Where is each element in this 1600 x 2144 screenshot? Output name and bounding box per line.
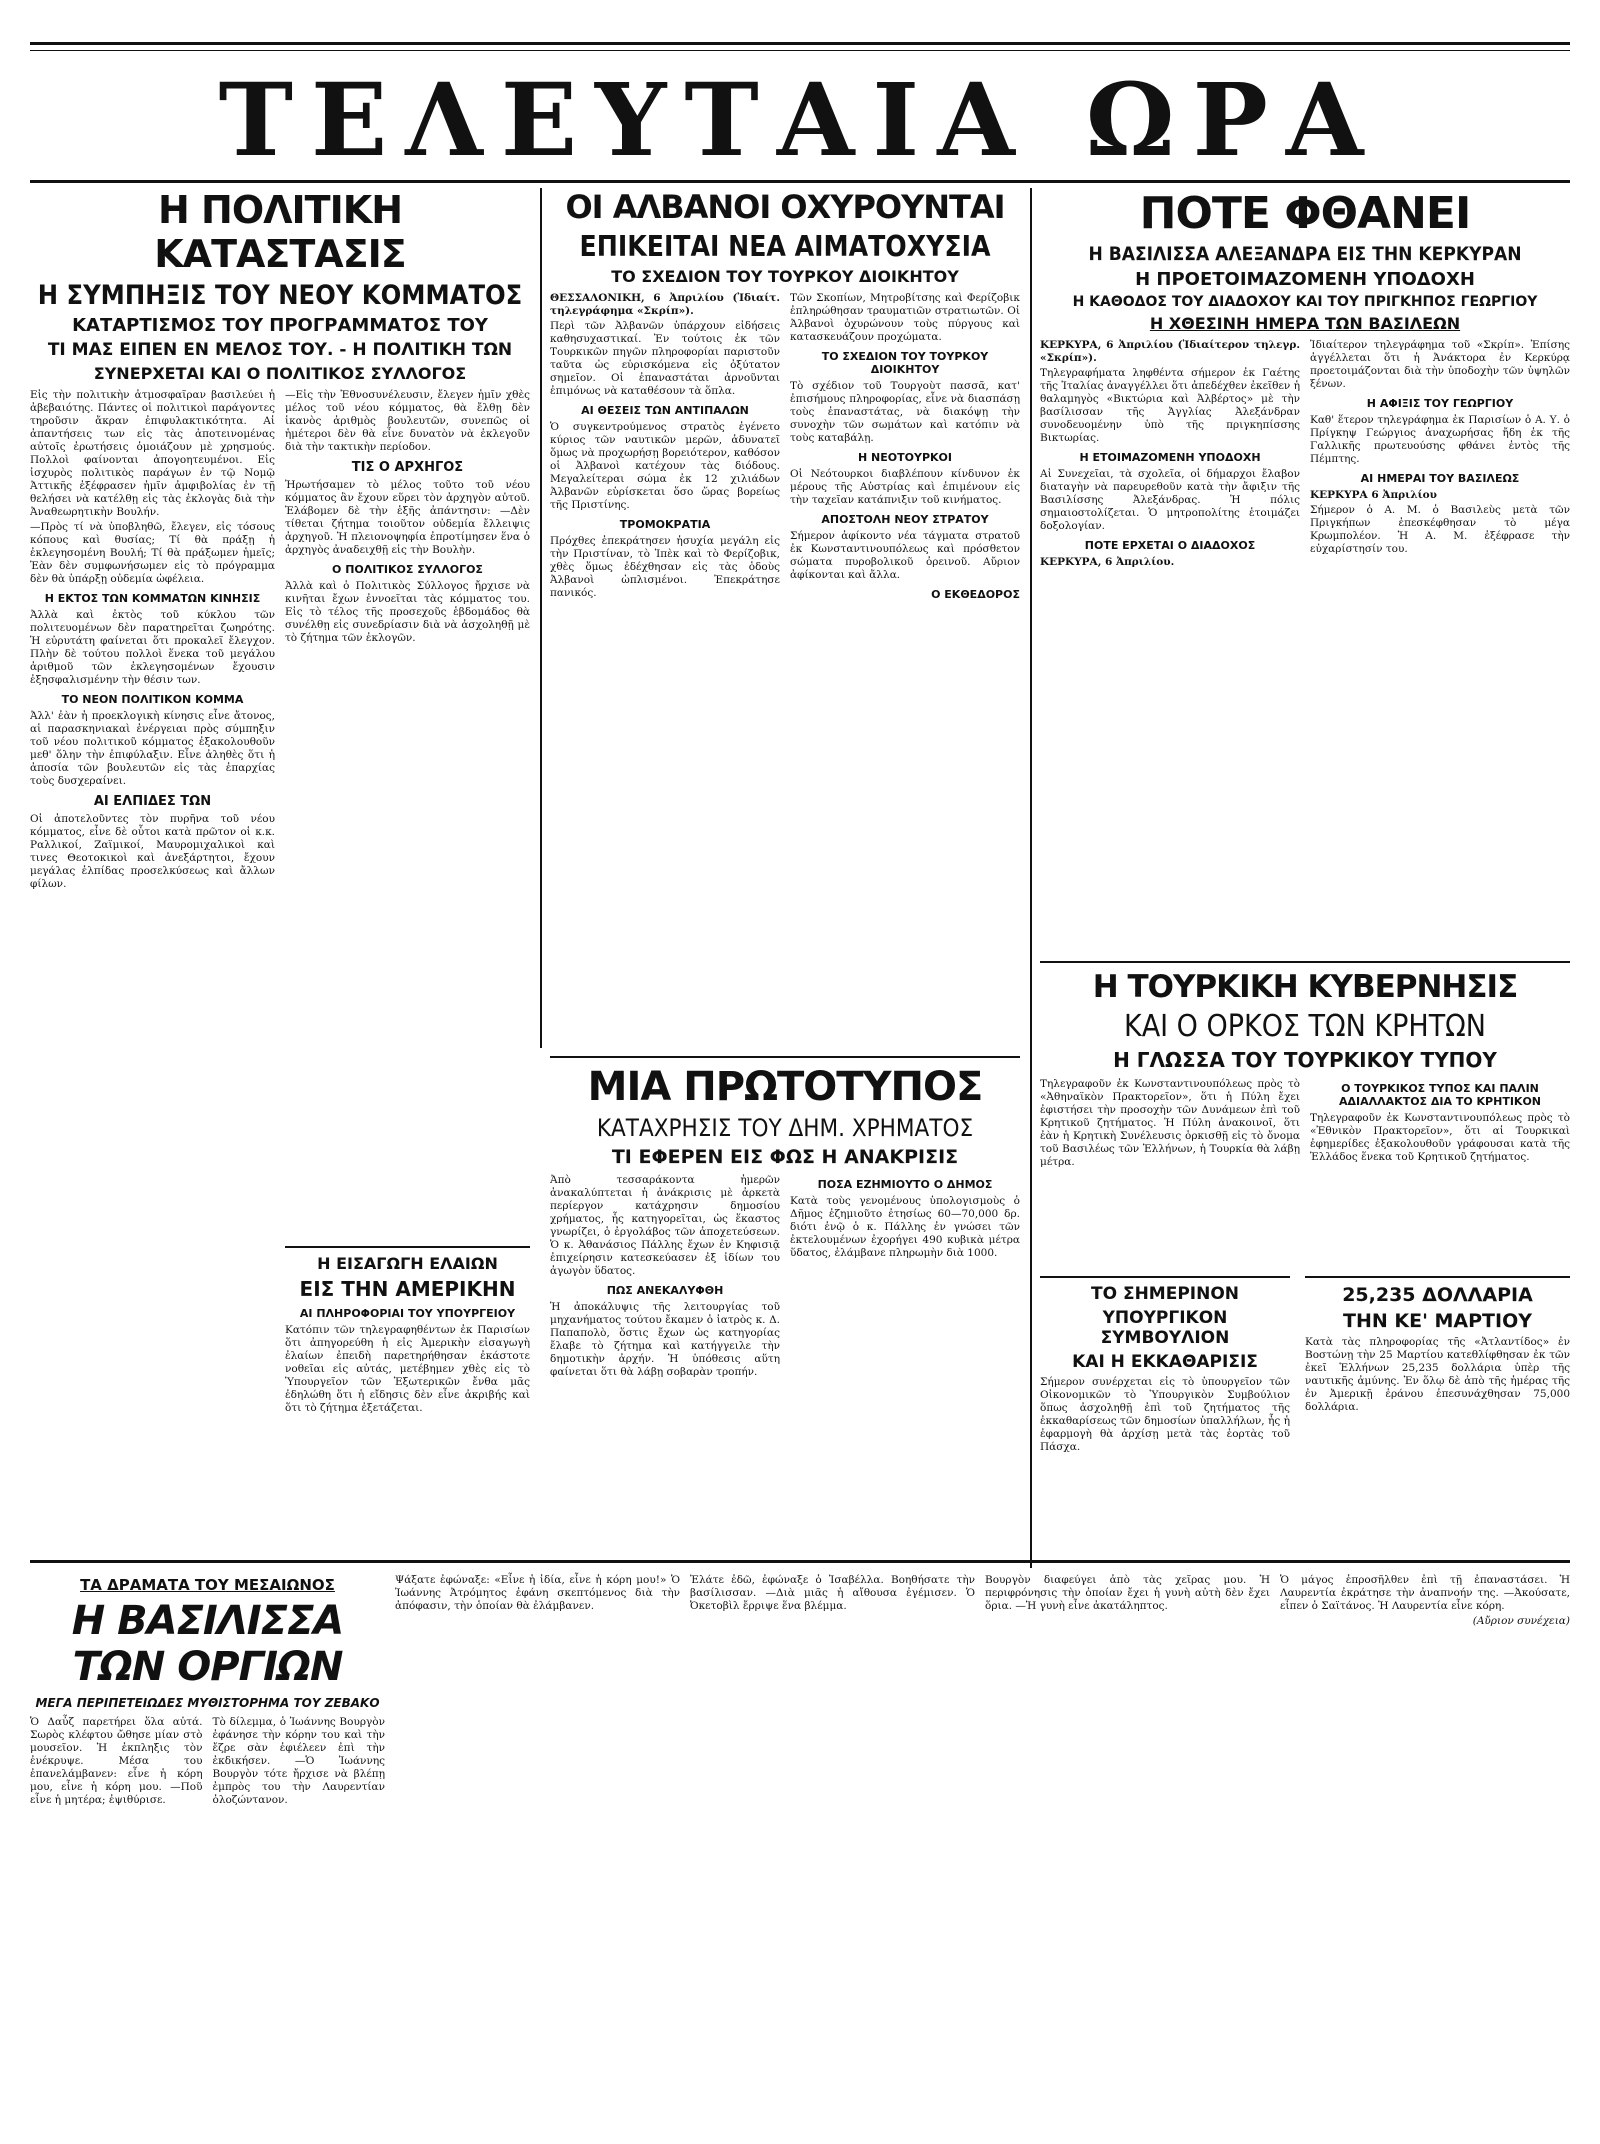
queen-alexandra-body-right — [1310, 337, 1570, 571]
queen-alexandra-paragraph: Αἱ Συνεχεῖαι, τὰ σχολεῖα, οἱ δήμαρχοι ἔλαβον διαταγὴν νὰ παρευρεθοῦν κατὰ τὴν ἄφιξιν τῆς Βασιλίσσης Ἀλεξάνδρας. Ἡ πόλις σημαιοστολίζεται. Ὁ μητροπολίτης ἑτοιμάζει δοξολογίαν. — [1040, 468, 1300, 532]
albanians-paragraph: Περὶ τῶν Ἀλβανῶν ὑπάρχουν εἰδήσεις καθησυχαστικαί. Ἐν τούτοις ἐκ τῶν Τουρκικῶν πηγῶν πληροφορίαι παριστοῦν ταῦτα ὡς εὑρισκόμενα εἰς ὀξύτατον σημεῖον. Οἱ ἐπαναστάται ἀρνοῦνται ἐπιμόνως νὰ καταθέσουν τὰ ὅπλα. — [550, 320, 780, 397]
top-rule-thin — [30, 50, 1570, 51]
turkish-body-left — [1040, 1076, 1300, 1171]
embezzlement-subhead: ΚΑΤΑΧΡΗΣΙΣ ΤΟΥ ΔΗΜ. ΧΡΗΜΑΤΟΣ — [596, 1114, 974, 1142]
albanians-deck: ΤΟ ΣΧΕΔΙΟΝ ΤΟΥ ΤΟΥΡΚΟΥ ΔΙΟΙΚΗΤΟΥ — [611, 267, 959, 286]
embezzlement-body-left — [550, 1172, 780, 1381]
turkish-government-article — [1040, 955, 1570, 1171]
albanians-body-left — [550, 290, 780, 605]
politics-subheading: Η ΕΚΤΟΣ ΤΩΝ ΚΟΜΜΑΤΩΝ ΚΙΝΗΣΙΣ — [44, 592, 261, 605]
olive-oil-headline-2: ΕΙΣ ΤΗΝ ΑΜΕΡΙΚΗΝ — [299, 1277, 516, 1301]
serial-continuation: (Αὔριον συνέχεια) — [1472, 1615, 1570, 1627]
cabinet-separator — [1040, 1276, 1290, 1278]
politics-subheading: ΑΙ ΕΛΠΙΔΕΣ ΤΩΝ — [93, 794, 212, 809]
turkish-paragraph: Τηλεγραφοῦν ἐκ Κωνσταντινουπόλεως πρὸς τὸ «Ἐθνικὸν Πρακτορεῖον», ὅτι αἱ Τουρκικαὶ ἐφημερίδες ἐξακολουθοῦν γράφουσαι κατὰ τῆς Ἑλλάδος ἕνεκα τοῦ Κρητικοῦ ζητήματος. — [1310, 1112, 1570, 1163]
serial-deck: ΜΕΓΑ ΠΕΡΙΠΕΤΕΙΩΔΕΣ ΜΥΘΙΣΤΟΡΗΜΑ ΤΟΥ ΖΕΒΑΚΟ — [35, 1696, 380, 1710]
serial-paragraph: Βουργὸν διαφεύγει ἀπὸ τὰς χεῖρας μου. Ἡ περιφρόνησις τὴν ὁποίαν ἔχει ἡ γυνὴ αὐτὴ δὲν ἔχει ὅρια. —Ἡ γυνὴ εἶνε ἀκατάληπτος. — [985, 1574, 1270, 1612]
albanians-paragraph: Τῶν Σκοπίων, Μητροβίτσης καὶ Φερίζοβικ ἐπληρώθησαν τραυματιῶν στρατιωτῶν. Οἱ Ἀλβανοὶ ὀχυρώνουν τοὺς πύργους καὶ κατασκευάζουν προχώματα. — [790, 292, 1020, 343]
politics-subhead: Η ΣΥΜΠΗΞΙΣ ΤΟΥ ΝΕΟΥ ΚΟΜΜΑΤΟΣ — [37, 280, 523, 311]
politics-subheading: Ο ΠΟΛΙΤΙΚΟΣ ΣΥΛΛΟΓΟΣ — [332, 563, 483, 576]
cabinet-headline-3: ΚΑΙ Η ΕΚΚΑΘΑΡΙΣΙΣ — [1072, 1352, 1258, 1372]
politics-paragraph: Ἀλλὰ καὶ ἐκτὸς τοῦ κύκλου τῶν πολιτευομένων δὲν παρατηρεῖται ζωηρότης. Ἡ εὐρυτάτη φαίνεται ὅτι προκαλεῖ ἔλεγχον. Πλὴν δὲ τούτου πολλοὶ ἕνεκα τοῦ μεγάλου ἀριθμοῦ τῶν ἐκλεγησομένων ἔχουσιν ἐξησφαλισμένην τὴν θέσιν των. — [30, 609, 275, 686]
dollars-separator — [1305, 1276, 1570, 1278]
queen-alexandra-subheading: ΑΙ ΗΜΕΡΑΙ ΤΟΥ ΒΑΣΙΛΕΩΣ — [1360, 472, 1520, 485]
newspaper-page — [30, 20, 1570, 2120]
albanians-headline: ΟΙ ΑΛΒΑΝΟΙ ΟΧΥΡΟΥΝΤΑΙ — [565, 188, 1005, 226]
albanians-body-right — [790, 290, 1020, 605]
serial-body-start — [30, 1714, 385, 1809]
serial-paragraph: Ἐλάτε ἐδῶ, ἐφώναξε ὁ Ἰσαβέλλα. Βοηθήσατε τὴν βασίλισσαν. —Διὰ μιᾶς ἡ αἴθουσα ἐγέμισεν. Ὁ Ὀκετοβὶλ ἔρριψε ἕνα βλέμμα. — [690, 1574, 975, 1612]
serial-title-1: Η ΒΑΣΙΛΙΣΣΑ — [71, 1598, 344, 1644]
serial-column-4 — [690, 1572, 975, 1615]
albanians-dateline: ΘΕΣΣΑΛΟΝΙΚΗ, 6 Ἀπριλίου (Ἰδιαίτ. τηλεγράφημα «Σκρίπ»). — [550, 292, 780, 317]
politics-subheading: ΤΙΣ Ο ΑΡΧΗΓΟΣ — [351, 460, 464, 475]
queen-alexandra-body-left — [1040, 337, 1300, 571]
serial-paragraph: Ὁ μάγος ἐπροσῆλθεν ἐπὶ τῇ ἐπαναστάσει. Ἡ Λαυρεντία ἐκράτησε τὴν ἀναπνοήν της. —Ἀκούσατε, εἶπεν ὁ Σαϊτάνος. Ἡ Λαυρεντία εἶνε κόρη. — [1280, 1574, 1570, 1612]
olive-oil-article — [285, 1240, 530, 1417]
albanians-subheading: ΤΟ ΣΧΕΔΙΟΝ ΤΟΥ ΤΟΥΡΚΟΥ ΔΙΟΙΚΗΤΟΥ — [821, 350, 989, 376]
politics-paragraph: Εἰς τὴν πολιτικὴν ἀτμοσφαῖραν βασιλεύει ἡ ἀβεβαιότης. Πάντες οἱ πολιτικοὶ παράγοντες τηροῦσιν ἄκραν ἐπιφυλακτικότητα. Αἱ ἀπαντήσεις των εἰς τὰς ἀποτεινομένας αὐτοῖς ἐρωτήσεις ὁμοιάζουν μὲ χρησμούς. Πολλοὶ φαίνονται ἀπογοητευμένοι. Εἰς ἰσχυρὸς πολιτικὸς παράγων ἐν τῷ Νομῷ Ἀττικῆς ἐξέφρασεν ἡμῖν ἀμφιβολίας ἐν τῇ θελήσει νὰ κατέλθῃ εἰς τὰς ἐκλογὰς διὰ τὴν Ἀναθεωρητικὴν Βουλήν. — [30, 389, 275, 518]
albanians-signature: Ο ΕΚΘΕΔΟΡΟΣ — [931, 588, 1020, 601]
queen-alexandra-deck-3: Η ΧΘΕΣΙΝΗ ΗΜΕΡΑ ΤΩΝ ΒΑΣΙΛΕΩΝ — [1149, 314, 1461, 333]
queen-alexandra-paragraph: Σήμερον ὁ Α. Μ. ὁ Βασιλεὺς μετὰ τῶν Πριγκήπων ἐπεσκέφθησαν τὸ μέγα Κρωμπολέον. Ἡ Α. Μ. ἐξέφρασε τὴν εὐχαρίστησίν του. — [1310, 504, 1570, 555]
embezzlement-paragraph: Κατὰ τοὺς γενομένους ὑπολογισμοὺς ὁ Δῆμος ἐζημιοῦτο ἐτησίως 60—70,000 δρ. διότι ἐνῷ ὁ κ. Πάλλης ἐν γνώσει τῶν ἐκτελουμένων ἐχορήγει 490 κυβικὰ μέτρα ὕδατος, ἐλάμβανε πληρωμὴν διὰ 1000. — [790, 1195, 1020, 1259]
albanians-paragraph: Οἱ Νεότουρκοι διαβλέπουν κίνδυνον ἐκ μέρους τῆς Αὐστρίας καὶ ἐπιμένουν εἰς τὴν ταχεῖαν κατάπνιξιν τοῦ κινήματος. — [790, 468, 1020, 506]
politics-article — [30, 188, 530, 893]
olive-oil-headline-1: Η ΕΙΣΑΓΩΓΗ ΕΛΑΙΩΝ — [317, 1254, 498, 1273]
turkish-body-right — [1310, 1076, 1570, 1171]
serial-title-block — [30, 1572, 385, 1809]
embezzlement-body — [550, 1172, 1020, 1381]
serial-title-2: ΤΩΝ ΟΡΓΙΩΝ — [72, 1644, 343, 1690]
serial-column-6 — [1280, 1572, 1570, 1630]
olive-oil-deck: ΑΙ ΠΛΗΡΟΦΟΡΙΑΙ ΤΟΥ ΥΠΟΥΡΓΕΙΟΥ — [299, 1307, 516, 1320]
queen-alexandra-subheading: Η ΕΤΟΙΜΑΖΟΜΕΝΗ ΥΠΟΔΟΧΗ — [1079, 451, 1261, 464]
politics-subheading: ΤΟ ΝΕΟΝ ΠΟΛΙΤΙΚΟΝ ΚΟΜΜΑ — [61, 693, 244, 706]
politics-paragraph: Ἀλλ' ἐὰν ἡ προεκλογικὴ κίνησις εἶνε ἄτονος, αἱ παρασκηνιακαὶ ἐνέργειαι πρὸς σύμπηξιν τοῦ νέου πολιτικοῦ κόμματος ἐξακολουθοῦν μεθ' ὅλην τὴν ἐπιφύλαξιν. Εἶνε ἀληθὲς ὅτι ἡ ἀποσία τῶν βουλευτῶν εἰς τὰς ἐπαρχίας τοὺς δυσχεραίνει. — [30, 710, 275, 787]
embezzlement-subheading: ΠΩΣ ΑΝΕΚΑΛΥΦΘΗ — [606, 1284, 724, 1297]
albanians-paragraph: Πρόχθες ἐπεκράτησεν ἡσυχία μεγάλη εἰς τὴν Πριστίναν, τὸ Ἰπὲκ καὶ τὸ Φερίζοβικ, χθὲς ὅμως ἐδέχθησαν εἰς τὰς ὁδοὺς Ἀλβανοὶ ὡπλισμένοι. Ἐπεκράτησε πανικός. — [550, 535, 780, 599]
queen-alexandra-subheading: ΠΟΤΕ ΕΡΧΕΤΑΙ Ο ΔΙΑΔΟΧΟΣ — [1084, 539, 1256, 552]
politics-paragraph: Ἠρωτήσαμεν τὸ μέλος τοῦτο τοῦ νέου κόμματος ἂν ἔχουν εὕρει τὸν ἀρχηγὸν αὐτοῦ. Ἐλάβομεν δὲ τὴν ἑξῆς ἀπάντησιν: —Δὲν τίθεται ζήτημα τοιοῦτον οὐδεμία ἔλλειψις ἀρχηγοῦ. Ἡ πλειονοψηφία ἐπροτίμησεν ἕνα ὁ ἀρχηγὸς ἀναδειχθῇ εἰς τὴν Βουλὴν. — [285, 479, 530, 556]
turkish-headline: Η ΤΟΥΡΚΙΚΗ ΚΥΒΕΡΝΗΣΙΣ — [1092, 969, 1518, 1005]
dollars-text: Κατὰ τὰς πληροφορίας τῆς «Ἀτλαντίδος» ἐν Βοστώνῃ τὴν 25 Μαρτίου κατεθλίφθησαν ἐκ τῶν ἐκεῖ Ἑλλήνων 25,235 δολλάρια ὑπὲρ τῆς ναυτικῆς ἀμύνης. Ἐν ὅλῳ δὲ ἀπὸ τῆς ἡμέρας τῆς ἐν Ἀμερικῇ ἐράνου ἐπεσυνάχθησαν 75,000 δολλάρια. — [1305, 1336, 1570, 1413]
dollars-article — [1305, 1270, 1570, 1416]
embezzlement-paragraph: Ἀπὸ τεσσαράκοντα ἡμερῶν ἀνακαλύπτεται ἡ ἀνάκρισις μὲ ἀρκετὰ περίεργον κατάχρησιν δημοσίου χρήματος, ἧς κατηγορεῖται, ὡς ἕκαστος γνωρίζει, ὁ ἐργολάβος τῶν ἀποχετεύσεων. Ὁ κ. Ἀθανάσιος Πάλλης ἔχων ἐν Κηφισιᾷ ἐπιχείρησιν κατεσκεύασεν ἐξ ἰδίων του ἀγωγὸν ὕδατος. — [550, 1174, 780, 1277]
queen-alexandra-dateline: ΚΕΡΚΥΡΑ 6 Ἀπριλίου — [1310, 489, 1437, 501]
queen-alexandra-article — [1040, 188, 1570, 571]
turkish-deck: Η ΓΛΩΣΣΑ ΤΟΥ ΤΟΥΡΚΙΚΟΥ ΤΥΠΟΥ — [1113, 1048, 1497, 1072]
albanians-paragraph: Σήμερον ἀφίκοντο νέα τάγματα στρατοῦ ἐκ Κωνσταντινουπόλεως καὶ πρόσθετον σώματα πυροβολικοῦ ὀρεινοῦ. Αὔριον ἀφίκονται καὶ ἄλλα. — [790, 530, 1020, 581]
politics-deck-3: ΣΥΝΕΡΧΕΤΑΙ ΚΑΙ Ο ΠΟΛΙΤΙΚΟΣ ΣΥΛΛΟΓΟΣ — [93, 364, 467, 383]
turkish-subheading: Ο ΤΟΥΡΚΙΚΟΣ ΤΥΠΟΣ ΚΑΙ ΠΑΛΙΝ ΑΔΙΑΛΛΑΚΤΟΣ ΔΙΑ ΤΟ ΚΡΗΤΙΚΟΝ — [1339, 1082, 1541, 1108]
albanians-body — [550, 290, 1020, 605]
top-rule — [30, 42, 1570, 45]
serial-paragraph: Τὸ δίλεμμα, ὁ Ἰωάννης Βουργὸν ἐφάνησε τὴν κόρην του καὶ τὴν ἔζρε σὰν ἐφιέλεεν ἐπὶ τὴν ἐκδικήσεν. —Ὁ Ἰωάννης Βουργὸν τότε ἤρχισε νὰ βλέπῃ ἐμπρὸς του τὴν Λαυρεντίαν ὁλοζώντανον. — [212, 1716, 385, 1806]
masthead-bottom-rule — [30, 180, 1570, 183]
albanians-article — [550, 188, 1020, 605]
dollars-headline-1: 25,235 ΔΟΛΛΑΡΙΑ — [1342, 1284, 1533, 1306]
masthead-title: ΤΕΛΕΥΤΑΙΑ ΩΡΑ — [218, 61, 1382, 179]
serial-top-rule — [30, 1560, 1570, 1563]
albanians-subheading: ΤΡΟΜΟΚΡΑΤΙΑ — [619, 518, 711, 531]
politics-body-left — [30, 387, 275, 893]
albanians-subhead: ΕΠΙΚΕΙΤΑΙ ΝΕΑ ΑΙΜΑΤΟΧΥΣΙΑ — [579, 230, 991, 263]
column-divider-1 — [540, 188, 542, 1048]
embezzlement-deck: ΤΙ ΕΦΕΡΕΝ ΕΙΣ ΦΩΣ Η ΑΝΑΚΡΙΣΙΣ — [611, 1146, 959, 1168]
serial-column-5 — [985, 1572, 1270, 1615]
queen-alexandra-paragraph: Τηλεγραφήματα ληφθέντα σήμερον ἐκ Γαέτης τῆς Ἰταλίας ἀναγγέλλει ὅτι ἀπεδέχθεν ἐκεῖθεν ἡ θαλαμηγὸς «Βικτώρια καὶ Ἀλβέρτος» μὲ τὴν βασίλισσαν τῆς Ἀγγλίας Ἀλεξάνδραν συνοδευομένην ὑπὸ τῆς πριγκηπίσσης Βικτωρίας. — [1040, 367, 1300, 444]
queen-alexandra-subheading: Η ΑΦΙΞΙΣ ΤΟΥ ΓΕΩΡΓΙΟΥ — [1366, 397, 1514, 410]
albanians-subheading: ΑΠΟΣΤΟΛΗ ΝΕΟΥ ΣΤΡΑΤΟΥ — [821, 513, 989, 526]
olive-oil-separator — [285, 1246, 530, 1248]
column-divider-2 — [1030, 188, 1032, 1568]
albanians-subheading: Η ΝΕΟΤΟΥΡΚΟΙ — [858, 451, 952, 464]
queen-alexandra-deck-2: Η ΚΑΘΟΔΟΣ ΤΟΥ ΔΙΑΔΟΧΟΥ ΚΑΙ ΤΟΥ ΠΡΙΓΚΗΠΟΣ ΓΕΩΡΓΙΟΥ — [1072, 294, 1538, 310]
queen-alexandra-body — [1040, 337, 1570, 571]
cabinet-headline-2: ΥΠΟΥΡΓΙΚΟΝ ΣΥΜΒΟΥΛΙΟΝ — [1100, 1308, 1230, 1348]
queen-alexandra-paragraph: Καθ' ἕτερον τηλεγράφημα ἐκ Παρισίων ὁ Α. Υ. ὁ Πρίγκηψ Γεώργιος ἀναχωρήσας ἤδη ἐκ τῆς Γαλλικῆς πρωτευούσης φθάνει ἐντὸς τῆς Πέμπτης. — [1310, 414, 1570, 465]
olive-oil-text: Κατόπιν τῶν τηλεγραφηθέντων ἐκ Παρισίων ὅτι ἀπηγορεύθη ἡ εἰς Ἀμερικὴν εἰσαγωγὴ ἐλαίων ἐπειδὴ παρετηρήθησαν ἐκάστοτε νοθεῖαι εἰς αὐτάς, μετέβημεν χθὲς εἰς τὸ Ὑπουργεῖον τῶν Ἐξωτερικῶν ἔνθα μᾶς ἐδηλώθη ὅτι ἡ εἴδησις δὲν εἶνε ἀκριβής καὶ ὅτι τὸ ζήτημα ἐξετάζεται. — [285, 1324, 530, 1414]
cabinet-council-article — [1040, 1270, 1290, 1456]
queen-alexandra-paragraph: Ἰδιαίτερον τηλεγράφημα τοῦ «Σκρίπ». Ἐπίσης ἀγγέλλεται ὅτι ἡ Ἀνάκτορα ἐν Κερκύρᾳ προετοιμάζονται διὰ τὴν ὑποδοχὴν τῶν ὑψηλῶν ξένων. — [1310, 339, 1570, 390]
politics-body-right — [285, 387, 530, 893]
politics-deck-2: ΤΙ ΜΑΣ ΕΙΠΕΝ ΕΝ ΜΕΛΟΣ ΤΟΥ. - Η ΠΟΛΙΤΙΚΗ ΤΩΝ — [47, 340, 513, 360]
embezzlement-paragraph: Ἡ ἀποκάλυψις τῆς λειτουργίας τοῦ μηχανήματος τούτου ἔκαμεν ὁ ἰατρὸς κ. Δ. Παπαπολὸ, ὅστις ἔχων ὡς κατηγορίας ἔλαβε τὸ ζήτημα καὶ κατήγγειλε τὴν δημοτικὴν ἀρχήν. Ἡ ὑπόθεσις αὕτη φαίνεται ὅτι θὰ λάβῃ σοβαρὰν τροπήν. — [550, 1301, 780, 1378]
embezzlement-body-right — [790, 1172, 1020, 1381]
politics-paragraph: Οἱ ἀποτελοῦντες τὸν πυρῆνα τοῦ νέου κόμματος, εἶνε δὲ οὗτοι κατὰ πρῶτον οἱ κ.κ. Ραλλικοί, Ζαϊμικοί, Μαυρομιχαλικοὶ καὶ τινες Θεοτοκικοὶ καὶ ἀνεξάρτητοι, ἔχουν μεγάλας ἐλπίδας προσελκύσεως καὶ ἄλλων φίλων. — [30, 813, 275, 890]
politics-paragraph: Ἀλλὰ καὶ ὁ Πολιτικὸς Σύλλογος ἤρχισε νὰ κινῆται ἔχων ἐννοεῖται τὰς κόμματος του. Εἰς τὸ τέλος τῆς προσεχοῦς ἑβδομάδος θὰ συνέλθῃ εἰς συνεδρίασιν διὰ νὰ ἀσχοληθῇ μὲ τὸ ζήτημα τῶν ἐκλογῶν. — [285, 580, 530, 644]
politics-paragraph: —Πρὸς τί νὰ ὑποβληθῶ, ἔλεγεν, εἰς τόσους κόπους καὶ θυσίας; Τί θὰ πράξῃ ἡ ἐκλεγησομένη Βουλή; Τί θὰ πράξωμεν ἡμεῖς; Ἐὰν δὲν συμφωνήσωμεν εἰς τὸ πρόγραμμα δὲν θὰ ὑπάρξῃ οὐδεμία ὠφέλεια. — [30, 521, 275, 585]
queen-alexandra-dateline: ΚΕΡΚΥΡΑ, 6 Ἀπριλίου (Ἰδιαίτερον τηλεγρ. «Σκρίπ»). — [1040, 339, 1300, 364]
serial-kicker: ΤΑ ΔΡΑΜΑΤΑ ΤΟΥ ΜΕΣΑΙΩΝΟΣ — [80, 1576, 335, 1594]
serial-paragraph: Ψάξατε ἐφώναξε: «Εἶνε ἡ ἰδία, εἶνε ἡ κόρη μου!» Ὁ Ἰωάννης Ἀτρόμητος ἐφάνη σκεπτόμενος διὰ τὴν ἀπόφασιν, τὴν ὁποίαν θὰ ἐλάμβανεν. — [395, 1574, 680, 1612]
queen-alexandra-subhead: Η ΒΑΣΙΛΙΣΣΑ ΑΛΕΞΑΝΔΡΑ ΕΙΣ ΤΗΝ ΚΕΡΚΥΡΑΝ — [1088, 243, 1522, 265]
serial-paragraph: Ὁ Δαὖζ παρετήρει ὅλα αὐτά. Σωρὸς κλέφτου ὤθησε μίαν στὸ μουσεῖον. Ἡ ἐκπληξις τὸν ἐνέκρυψε. Μέσα του ἐπανελάμβανεν: εἶνε ἡ κόρη μου, εἶνε ἡ κόρη μου. —Ποῦ εἶνε ἡ μητέρα; ἐψιθύρισε. — [30, 1716, 203, 1806]
queen-alexandra-headline: ΠΟΤΕ ΦΘΑΝΕΙ — [1139, 188, 1471, 239]
embezzlement-headline: ΜΙΑ ΠΡΩΤΟΤΥΠΟΣ — [587, 1064, 983, 1110]
albanians-paragraph: Ὁ συγκεντρούμενος στρατὸς ἐγένετο κύριος τῶν ναυτικῶν μερῶν, ἀδυνατεῖ ὅμως νὰ προχωρήσῃ βορειότερον, καθόσον οἱ Ἀλβανοὶ κατέχουν τὰς διόδους. Μεγαλείτεραι σώμα ἐκ 12 χιλιάδων Ἀλβανῶν εὑρίσκεται ὅσο ὥρας βορείως τῆς Πριστίνης. — [550, 421, 780, 511]
embezzlement-separator — [550, 1056, 1020, 1058]
cabinet-text: Σήμερον συνέρχεται εἰς τὸ ὑπουργεῖον τῶν Οἰκονομικῶν τὸ Ὑπουργικὸν Συμβούλιον ὅπως ἀσχοληθῇ ἐπὶ τοῦ ζητήματος τῆς ἐκκαθαρίσεως τῶν δημοσίων ὑπαλλήλων, ἧς ἡ ἐφαρμογὴ θὰ ἀρχίσῃ μετὰ τὰς ἑορτὰς τοῦ Πάσχα. — [1040, 1376, 1290, 1453]
politics-body — [30, 387, 530, 893]
dollars-headline-2: ΤΗΝ ΚΕ' ΜΑΡΤΙΟΥ — [1343, 1310, 1532, 1332]
politics-headline: Η ΠΟΛΙΤΙΚΗ ΚΑΤΑΣΤΑΣΙΣ — [154, 188, 406, 276]
turkish-body — [1040, 1076, 1570, 1171]
turkish-separator — [1040, 961, 1570, 963]
politics-deck-1: ΚΑΤΑΡΤΙΣΜΟΣ ΤΟΥ ΠΡΟΓΡΑΜΜΑΤΟΣ ΤΟΥ — [72, 315, 488, 336]
turkish-paragraph: Τηλεγραφοῦν ἐκ Κωνσταντινουπόλεως πρὸς τὸ «Ἀθηναϊκὸν Πρακτορεῖον», ὅτι ἡ Πύλη ἔχει ἐφιστήσει τὴν προσοχὴν τῶν Δυνάμεων ἐπὶ τοῦ Κρητικοῦ ζητήματος. Ἡ Πύλη ἀνακοινοῖ, ὅτι ἐὰν ἡ Κρητικὴ Συνέλευσις ὁρκισθῇ εἰς τὸ ὄνομα τοῦ Βασιλέως τῶν Ἑλλήνων, ἡ Τουρκία θὰ λάβῃ μέτρα. — [1040, 1078, 1300, 1168]
serial-column-3 — [395, 1572, 680, 1615]
albanians-paragraph: Τὸ σχέδιον τοῦ Τουργοὺτ πασσᾶ, κατ' ἐπισήμους πληροφορίας, εἶνε νὰ διασπάσῃ τοὺς ἐπαναστάτας, νὰ διακόψῃ τὴν συνοχὴν τῶν σωμάτων καὶ κατόπιν νὰ τοὺς καταβάλῃ. — [790, 380, 1020, 444]
embezzlement-article — [550, 1050, 1020, 1381]
cabinet-headline-1: ΤΟ ΣΗΜΕΡΙΝΟΝ — [1090, 1284, 1240, 1304]
turkish-subhead: ΚΑΙ Ο ΟΡΚΟΣ ΤΩΝ ΚΡΗΤΩΝ — [1124, 1009, 1486, 1044]
queen-alexandra-dateline: ΚΕΡΚΥΡΑ, 6 Ἀπριλίου. — [1040, 556, 1175, 568]
queen-alexandra-deck-1: Η ΠΡΟΕΤΟΙΜΑΖΟΜΕΝΗ ΥΠΟΔΟΧΗ — [1135, 269, 1475, 290]
politics-paragraph: —Εἰς τὴν Ἐθνοσυνέλευσιν, ἔλεγεν ἡμῖν χθὲς μέλος τοῦ νέου κόμματος, θὰ ἔλθῃ δὲν ἱκανὸς ἀριθμὸς βουλευτῶν, συνεπῶς οἱ ἡμέτεροι δὲν θὰ εἶνε δυνατὸν νὰ ἐκλεγοῦν διὰ τὴν τακτικὴν περίοδον. — [285, 389, 530, 453]
embezzlement-subheading: ΠΟΣΑ ΕΖΗΜΙΟΥΤΟ Ο ΔΗΜΟΣ — [817, 1178, 993, 1191]
albanians-subheading: ΑΙ ΘΕΣΕΙΣ ΤΩΝ ΑΝΤΙΠΑΛΩΝ — [581, 404, 749, 417]
